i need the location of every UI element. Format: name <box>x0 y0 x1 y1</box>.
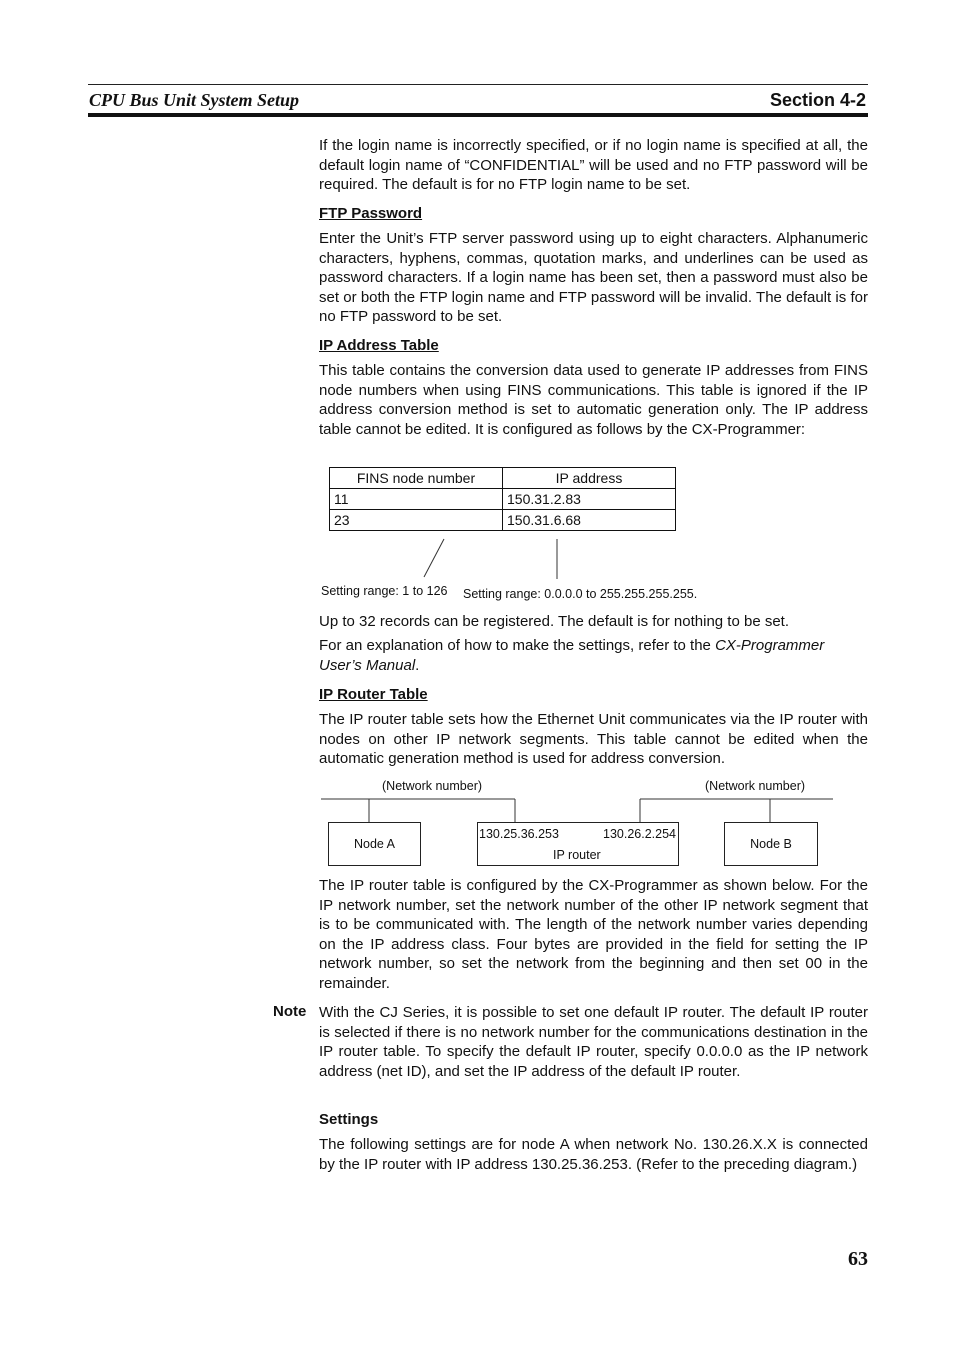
ftp-password-text: Enter the Unit’s FTP server password using up to eight characters. Alphanumeric characters, hyphens, commas, quotation marks, and underlines can be used as password characters. If a login name has been set, then a password must also be set or both the FTP login name and FTP password will be invalid. The default is for no FTP password to be set. <box>319 230 868 325</box>
note-label: Note <box>273 1003 307 1020</box>
header-title: CPU Bus Unit System Setup <box>89 90 300 110</box>
manual-title: CX-Programmer User’s Manual <box>319 637 825 674</box>
explain-suffix: . <box>415 656 420 674</box>
network-number-left: (Network number) <box>382 779 483 793</box>
router-ip-left: 130.25.36.253 <box>479 827 559 841</box>
ip-router-table-heading: IP Router Table <box>319 686 428 703</box>
column-header: IP address <box>503 468 676 489</box>
node-a-box <box>328 822 421 866</box>
header-section: Section 4-2 <box>769 90 866 110</box>
setting-range-node: Setting range: 1 to 126 <box>321 584 448 598</box>
table-cell: 23 <box>330 510 503 531</box>
settings-text: The following settings are for node A when network No. 130.26.X.X is connected by the IP router with IP address 130.25.36.253. (Refer to the preceding diagram.) <box>319 1136 868 1173</box>
router-label: IP router <box>553 848 601 862</box>
explain-prefix: For an explanation of how to make the settings, refer to the <box>319 637 716 654</box>
network-number-right: (Network number) <box>705 779 806 793</box>
table-cell: 150.31.6.68 <box>503 510 676 531</box>
column-header: FINS node number <box>330 468 503 489</box>
node-b-label: Node B <box>750 837 792 851</box>
page-number: 63 <box>848 1248 868 1270</box>
table-cell: 11 <box>330 489 503 510</box>
table-cell: 150.31.2.83 <box>503 489 676 510</box>
router-ip-right: 130.26.2.254 <box>603 827 676 841</box>
ip-router-box <box>477 822 679 866</box>
settings-heading: Settings <box>319 1111 379 1128</box>
ip-router-table-text: The IP router table sets how the Ethernet Unit communicates via the IP router with nodes on other IP network segments. This table cannot be edited when the automatic generation method is used for address conversion. <box>319 711 868 767</box>
records-text: Up to 32 records can be registered. The default is for nothing to be set. <box>319 613 790 630</box>
ip-address-table-text: This table contains the conversion data used to generate IP addresses from FINS node numbers when using FINS communications. This table is ignored if the IP address conversion method is set to automatic generation only. The IP address table cannot be edited. It is configured as follows by the CX-Programmer: <box>319 362 868 438</box>
ip-address-table-heading: IP Address Table <box>319 337 439 354</box>
note-text: With the CJ Series, it is possible to set one default IP router. The default IP router is selected if there is no network number for the communications destination in the IP router table. To specify the default IP router, specify 0.0.0.0 as the IP network address (net ID), and set the IP address of the default IP router. <box>319 1004 868 1080</box>
node-a-label: Node A <box>353 837 395 851</box>
setting-range-ip: Setting range: 0.0.0.0 to 255.255.255.255. <box>463 587 698 601</box>
ftp-password-heading: FTP Password <box>319 205 423 222</box>
router-config-text: The IP router table is configured by the CX-Programmer as shown below. For the IP network number, set the network number of the other IP network segment that is to be communicated with. The length of the network number varies depending on the IP address class. Four bytes are provided in the field for setting the IP network number, so set the network from the beginning and then set 00 in the remainder. <box>319 877 868 992</box>
node-b-box <box>724 822 818 866</box>
intro-paragraph: If the login name is incorrectly specified, or if no login name is specified at all, the default login name of “CONFIDENTIAL” will be used and no FTP password will be required. The default is for no FTP login name to be set. <box>319 137 868 193</box>
